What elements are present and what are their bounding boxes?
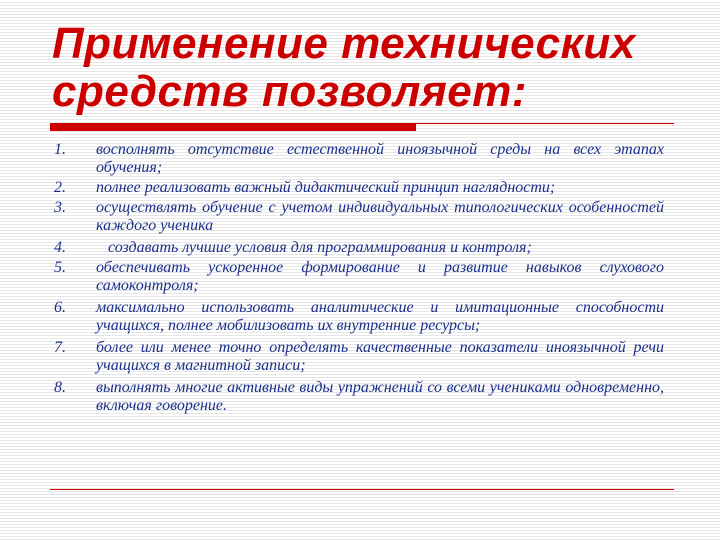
bottom-divider — [50, 489, 674, 490]
list-item — [50, 179, 664, 197]
list-item-text: полнее реализовать важный дидактический принцип наглядности; — [96, 179, 556, 196]
list-item-text: выполнять многие активные виды упражнений со всеми учениками одновременно, включая говорение. — [96, 379, 664, 414]
list-item-number: 7. — [54, 339, 66, 356]
list-item-text: максимально использовать аналитические и имитационные способности учащихся, полнее мобилизовать их внутренние ресурсы; — [96, 299, 664, 334]
list-item-text: восполнять отсутствие естественной иноязычной среды на всех этапах обучения; — [96, 141, 664, 176]
list-item-number: 4. — [54, 239, 66, 256]
list-item — [50, 141, 664, 177]
list-item-number: 2. — [54, 179, 66, 196]
list-item — [50, 379, 664, 415]
list-item — [50, 259, 664, 295]
list-item-text: более или менее точно определять качественные показатели иноязычной речи учащихся в магнитной записи; — [96, 339, 664, 374]
list-item-number: 8. — [54, 379, 66, 396]
title-divider-thick — [50, 124, 416, 131]
numbered-list — [50, 141, 664, 415]
list-item-text: осуществлять обучение с учетом индивидуальных типологических особенностей каждого ученика — [96, 199, 664, 234]
list-item-number: 6. — [54, 299, 66, 316]
list-item-text: обеспечивать ускоренное формирование и развитие навыков слухового самоконтроля; — [96, 259, 664, 294]
list-item-text: создавать лучшие условия для программирования и контроля; — [108, 239, 532, 256]
list-item — [50, 239, 664, 257]
list-item-number: 5. — [54, 259, 66, 276]
slide-title: Применение технических средств позволяет: — [52, 19, 636, 116]
list-item-number: 3. — [54, 199, 66, 216]
list-item — [50, 199, 664, 235]
list-item-number: 1. — [54, 141, 66, 158]
list-item — [50, 339, 664, 375]
list-item — [50, 299, 664, 335]
